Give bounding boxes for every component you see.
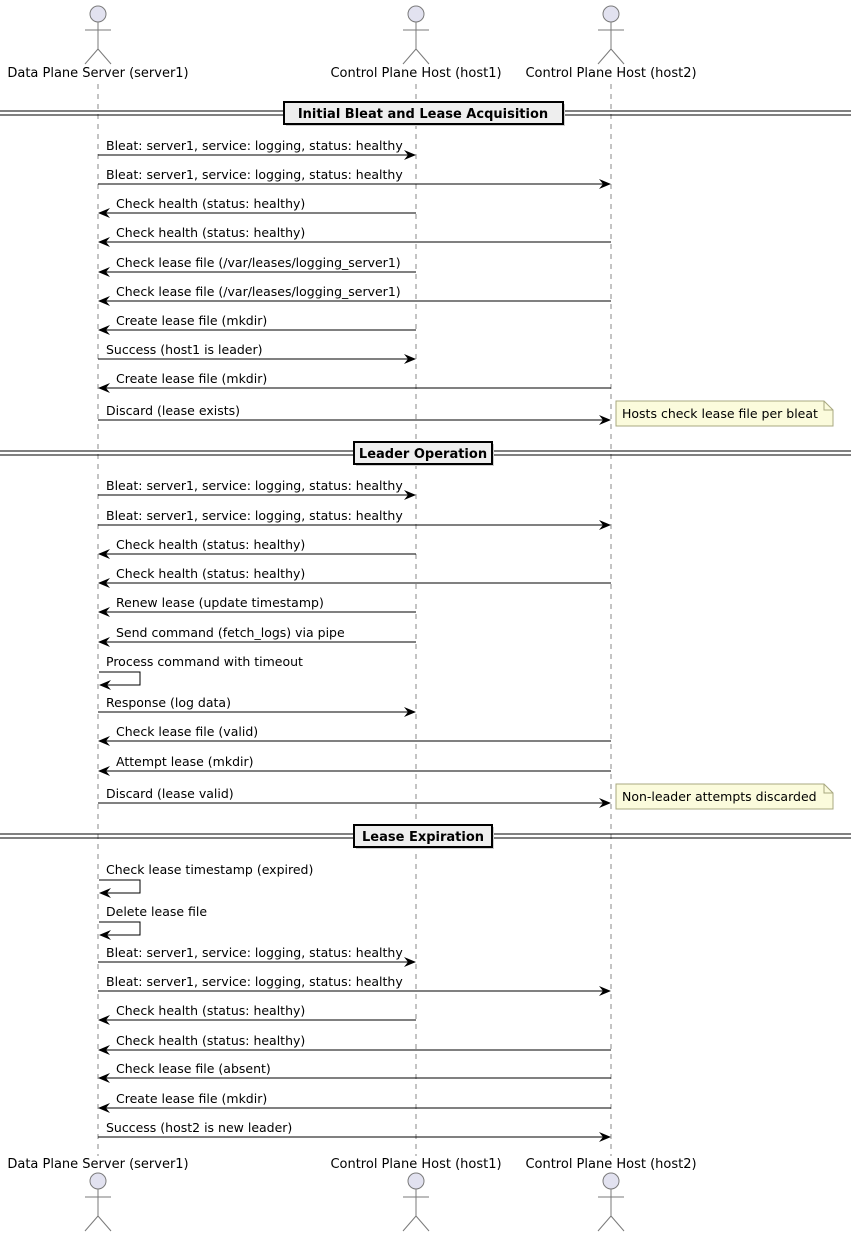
actor-icon-host2-top — [598, 6, 624, 64]
message-arrow — [98, 167, 610, 184]
message-label: Bleat: server1, service: logging, status: healthy — [106, 974, 403, 989]
note — [616, 401, 833, 426]
message-label: Bleat: server1, service: logging, status: healthy — [106, 508, 403, 523]
actor-icon-server1-top — [85, 6, 111, 64]
message-label: Create lease file (mkdir) — [116, 1091, 268, 1106]
section-divider — [0, 102, 851, 126]
message-arrow — [98, 786, 610, 803]
message-label: Check health (status: healthy) — [116, 1003, 306, 1018]
message-arrow — [99, 255, 416, 272]
message-arrow — [99, 1061, 611, 1078]
section-title: Initial Bleat and Lease Acquisition — [297, 107, 549, 122]
section-title: Lease Expiration — [361, 830, 485, 845]
message-label: Success (host2 is new leader) — [106, 1120, 293, 1135]
message-label: Check lease file (/var/leases/logging_server1) — [116, 255, 401, 270]
message-arrow — [98, 945, 415, 962]
participant-label-server1-top: Data Plane Server (server1) — [7, 66, 189, 81]
section-divider — [0, 825, 851, 849]
message-arrow — [98, 478, 415, 495]
note-text: Non-leader attempts discarded — [622, 789, 817, 804]
message-label: Check health (status: healthy) — [116, 537, 306, 552]
message-arrow — [98, 1120, 610, 1137]
participant-label-host2-top: Control Plane Host (host2) — [525, 66, 697, 81]
message-arrow — [99, 1091, 611, 1108]
note-text: Hosts check lease file per bleat — [622, 406, 818, 421]
message-label: Bleat: server1, service: logging, status: healthy — [106, 167, 403, 182]
message-arrow — [99, 225, 611, 242]
participant-label-host1-bottom: Control Plane Host (host1) — [330, 1157, 502, 1172]
message-arrow — [98, 403, 610, 420]
message-arrow — [99, 537, 416, 554]
section-title: Leader Operation — [358, 447, 488, 462]
message-arrow — [99, 862, 313, 893]
message-arrow — [99, 904, 207, 935]
message-label: Discard (lease exists) — [106, 403, 240, 418]
message-label: Create lease file (mkdir) — [116, 371, 268, 386]
message-arrow — [99, 196, 416, 213]
message-arrow — [99, 595, 416, 612]
participant-label-server1-bottom: Data Plane Server (server1) — [7, 1157, 189, 1172]
message-label: Create lease file (mkdir) — [116, 313, 268, 328]
message-arrow — [99, 284, 611, 301]
actor-icon-host2-bottom — [598, 1173, 624, 1231]
message-label: Check health (status: healthy) — [116, 196, 306, 211]
note — [616, 784, 833, 809]
message-arrow — [98, 138, 415, 155]
message-arrow — [99, 654, 303, 685]
message-arrow — [99, 313, 416, 330]
message-arrow — [99, 625, 416, 642]
section-divider — [0, 442, 851, 466]
message-arrow — [98, 974, 610, 991]
message-label: Check lease timestamp (expired) — [106, 862, 314, 877]
message-arrow — [99, 566, 611, 583]
message-arrow — [99, 371, 611, 388]
actor-icon-host1-top — [403, 6, 429, 64]
actor-icon-host1-bottom — [403, 1173, 429, 1231]
message-label: Check health (status: healthy) — [116, 566, 306, 581]
message-arrow — [98, 695, 415, 712]
notes — [616, 401, 833, 809]
message-label: Attempt lease (mkdir) — [116, 754, 254, 769]
message-arrow — [99, 1003, 416, 1020]
message-label: Bleat: server1, service: logging, status: healthy — [106, 478, 403, 493]
message-arrow — [98, 342, 415, 359]
message-label: Delete lease file — [106, 904, 208, 919]
message-label: Bleat: server1, service: logging, status: healthy — [106, 138, 403, 153]
participant-label-host2-bottom: Control Plane Host (host2) — [525, 1157, 697, 1172]
lifelines — [98, 84, 611, 1156]
message-label: Check lease file (/var/leases/logging_server1) — [116, 284, 401, 299]
message-label: Check lease file (absent) — [116, 1061, 271, 1076]
message-arrow — [99, 724, 611, 741]
message-label: Check health (status: healthy) — [116, 1033, 306, 1048]
message-label: Check lease file (valid) — [116, 724, 259, 739]
messages — [98, 138, 611, 1137]
message-arrow — [99, 1033, 611, 1050]
message-label: Response (log data) — [106, 695, 231, 710]
message-label: Check health (status: healthy) — [116, 225, 306, 240]
participant-label-host1-top: Control Plane Host (host1) — [330, 66, 502, 81]
message-label: Bleat: server1, service: logging, status: healthy — [106, 945, 403, 960]
message-label: Send command (fetch_logs) via pipe — [116, 625, 345, 640]
actors — [7, 6, 696, 1231]
message-label: Process command with timeout — [106, 654, 303, 669]
message-label: Discard (lease valid) — [106, 786, 234, 801]
actor-icon-server1-bottom — [85, 1173, 111, 1231]
message-arrow — [98, 508, 610, 525]
message-label: Renew lease (update timestamp) — [116, 595, 324, 610]
message-label: Success (host1 is leader) — [106, 342, 263, 357]
message-arrow — [99, 754, 611, 771]
